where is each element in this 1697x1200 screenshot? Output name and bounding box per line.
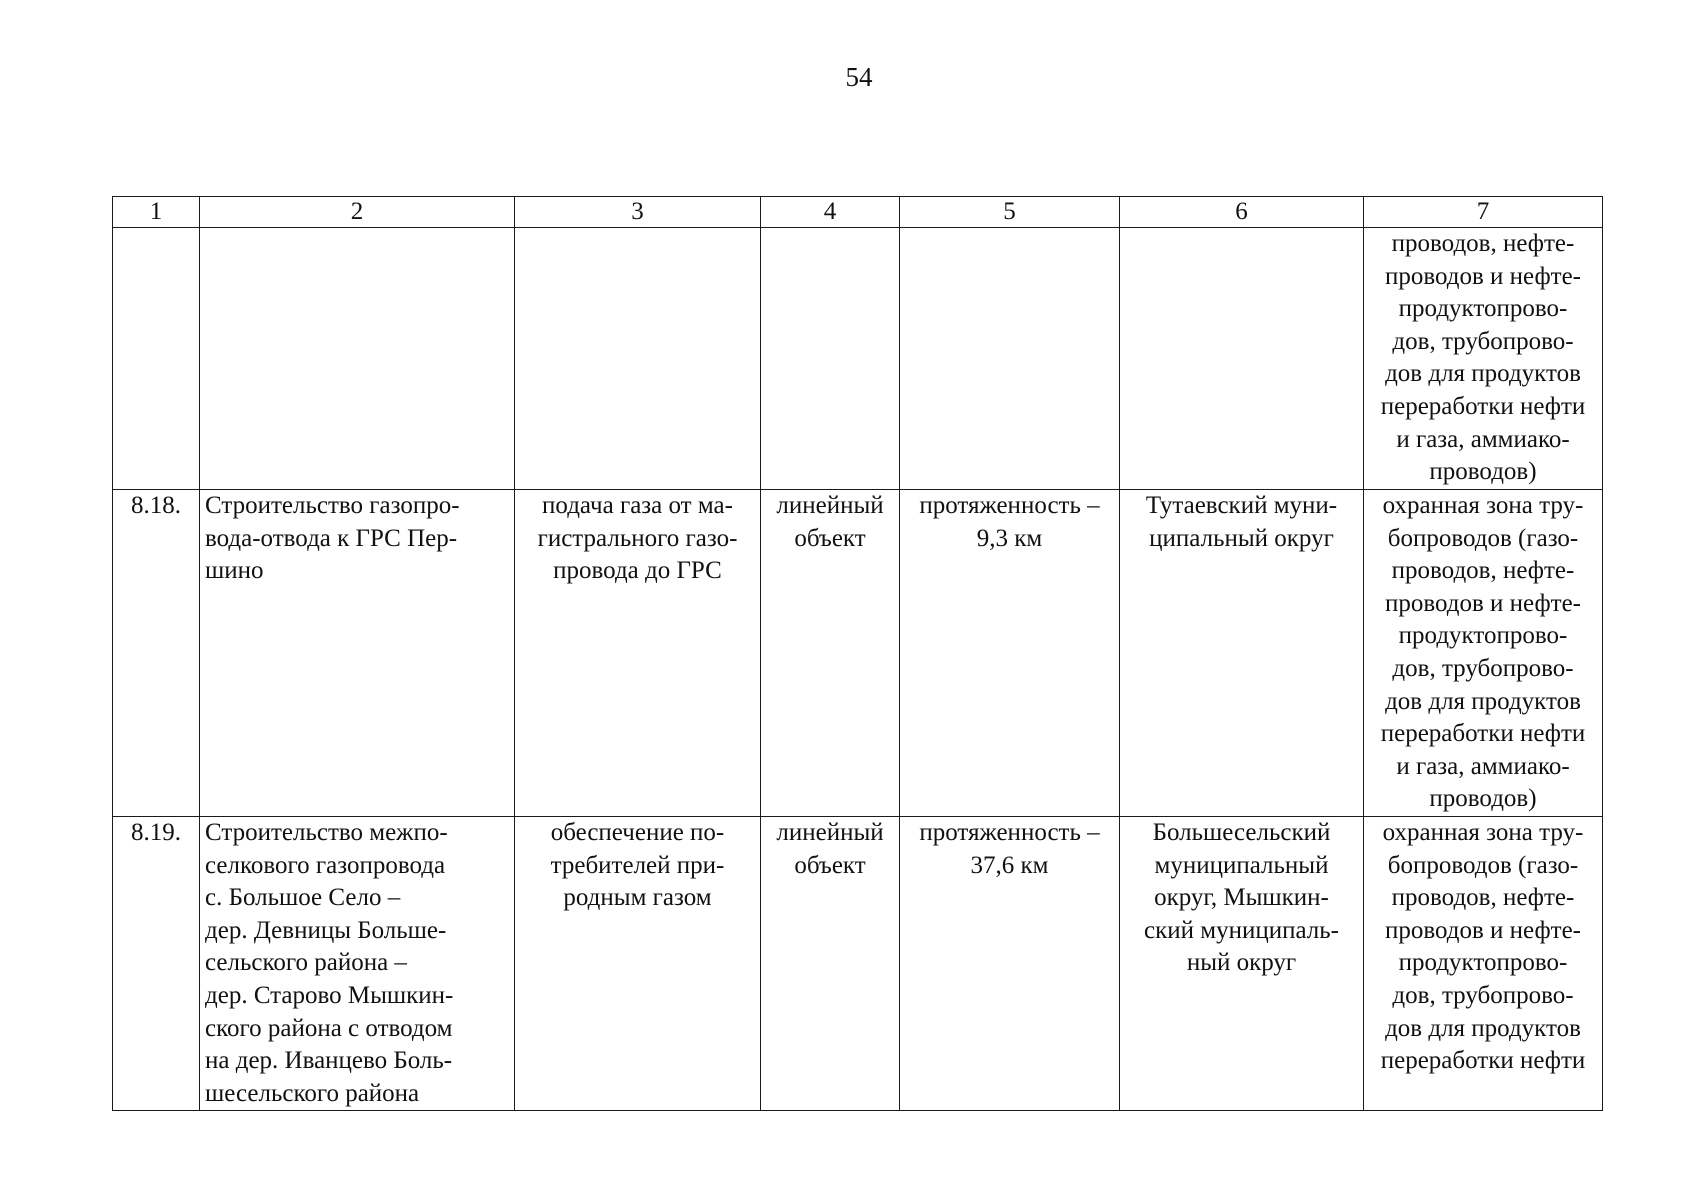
cell-purpose xyxy=(515,228,761,490)
cell-location: Большесельский муниципальный округ, Мышкин- ский муниципаль- ный округ xyxy=(1120,817,1364,1111)
cell-name: Строительство газопро- вода-отвода к ГРС Пер- шино xyxy=(200,490,515,817)
table-row xyxy=(113,490,1603,817)
cell-number xyxy=(113,228,200,490)
table-row xyxy=(113,228,1603,490)
column-header: 4 xyxy=(761,197,900,228)
column-header: 5 xyxy=(900,197,1120,228)
column-header: 1 xyxy=(113,197,200,228)
table-row xyxy=(113,817,1603,1111)
table-header-row xyxy=(113,197,1603,228)
cell-characteristics: протяженность – 37,6 км xyxy=(900,817,1120,1111)
cell-characteristics: протяженность – 9,3 км xyxy=(900,490,1120,817)
data-table xyxy=(112,196,1603,1111)
column-header: 3 xyxy=(515,197,761,228)
cell-location: Тутаевский муни- ципальный округ xyxy=(1120,490,1364,817)
column-header: 2 xyxy=(200,197,515,228)
cell-zone: проводов, нефте- проводов и нефте- продуктопрово- дов, трубопрово- дов для продуктов переработки нефти и газа, аммиако- проводов) xyxy=(1364,228,1603,490)
cell-name xyxy=(200,228,515,490)
cell-purpose: обеспечение по- требителей при- родным газом xyxy=(515,817,761,1111)
cell-purpose: подача газа от ма- гистрального газо- провода до ГРС xyxy=(515,490,761,817)
cell-number: 8.18. xyxy=(113,490,200,817)
column-header: 6 xyxy=(1120,197,1364,228)
cell-name: Строительство межпо- селкового газопровода с. Большое Село – дер. Девницы Больше- сельского района – дер. Старово Мышкин- ского района с отводом на дер. Иванцево Боль- шесельского района xyxy=(200,817,515,1111)
column-header: 7 xyxy=(1364,197,1603,228)
cell-zone: охранная зона тру- бопроводов (газо- проводов, нефте- проводов и нефте- продуктопрово- дов, трубопрово- дов для продуктов переработки нефти и газа, аммиако- проводов) xyxy=(1364,490,1603,817)
cell-type: линейный объект xyxy=(761,817,900,1111)
cell-number: 8.19. xyxy=(113,817,200,1111)
page-number: 54 xyxy=(845,62,873,92)
cell-zone: охранная зона тру- бопроводов (газо- проводов, нефте- проводов и нефте- продуктопрово- дов, трубопрово- дов для продуктов переработки нефти xyxy=(1364,817,1603,1111)
cell-location xyxy=(1120,228,1364,490)
cell-type: линейный объект xyxy=(761,490,900,817)
cell-characteristics xyxy=(900,228,1120,490)
cell-type xyxy=(761,228,900,490)
